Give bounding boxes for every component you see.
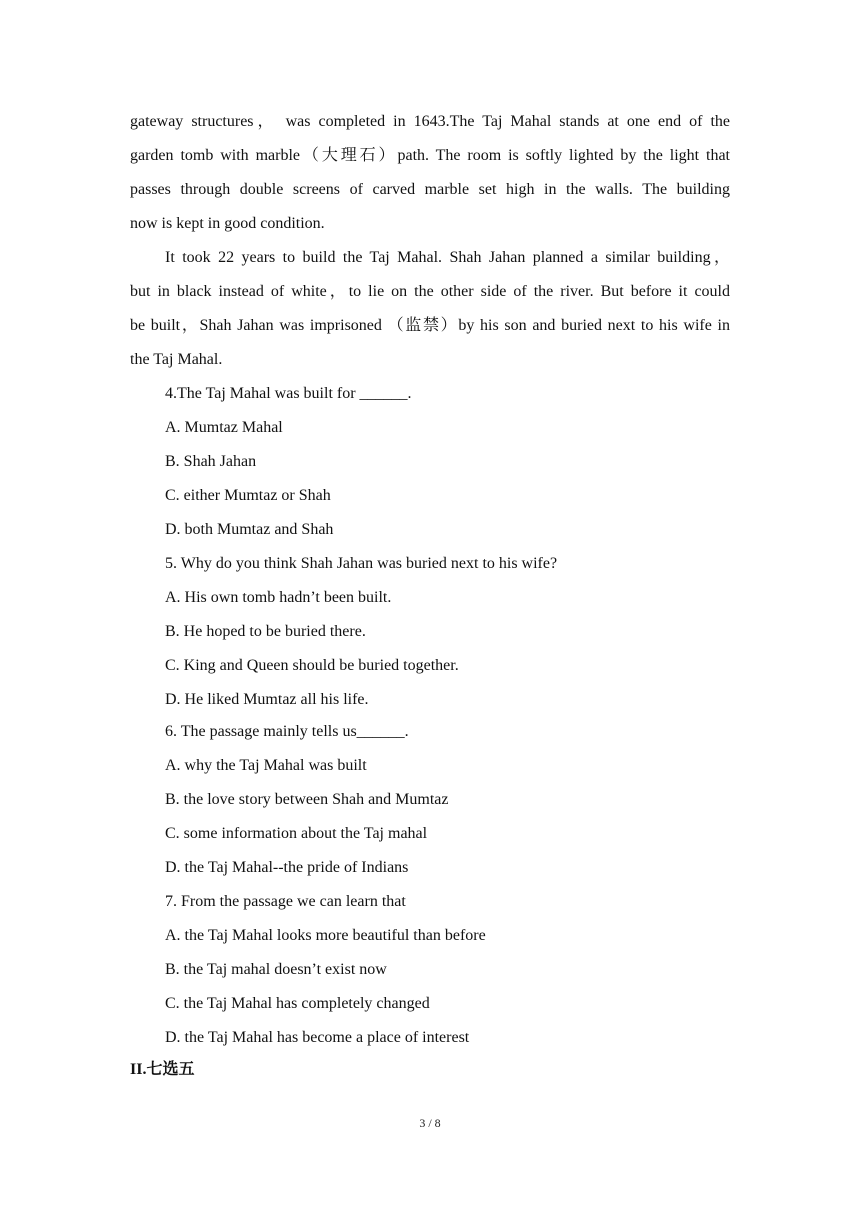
passage-line: passes through double screens of carved marble set high in the walls. The building bbox=[130, 181, 730, 198]
answer-option: A. why the Taj Mahal was built bbox=[165, 757, 367, 774]
question-stem: 4.The Taj Mahal was built for ______. bbox=[165, 385, 412, 402]
passage-line: but in black instead of white，to lie on the other side of the river. But before it could bbox=[130, 283, 730, 300]
question-stem: 5. Why do you think Shah Jahan was buried next to his wife? bbox=[165, 555, 558, 572]
answer-option: D. the Taj Mahal--the pride of Indians bbox=[165, 859, 409, 876]
answer-option: D. He liked Mumtaz all his life. bbox=[165, 691, 369, 708]
answer-option: A. Mumtaz Mahal bbox=[165, 419, 283, 436]
answer-option: D. both Mumtaz and Shah bbox=[165, 521, 334, 538]
page-number: 3 / 8 bbox=[419, 1116, 441, 1130]
passage-line: gateway structures， was completed in 1643.The Taj Mahal stands at one end of the bbox=[130, 113, 730, 130]
answer-option: B. He hoped to be buried there. bbox=[165, 623, 366, 640]
question-stem: 7. From the passage we can learn that bbox=[165, 893, 406, 910]
answer-option: B. the Taj mahal doesn’t exist now bbox=[165, 961, 387, 978]
passage-line: garden tomb with marble（大理石）path. The room is softly lighted by the light that bbox=[130, 147, 730, 164]
answer-option: C. either Mumtaz or Shah bbox=[165, 487, 331, 504]
answer-option: B. Shah Jahan bbox=[165, 453, 257, 470]
passage-line: the Taj Mahal. bbox=[130, 351, 223, 368]
passage-line: It took 22 years to build the Taj Mahal. Shah Jahan planned a similar building， bbox=[165, 249, 730, 266]
section-heading: II.七选五 bbox=[130, 1061, 195, 1078]
answer-option: C. King and Queen should be buried together. bbox=[165, 657, 459, 674]
question-stem: 6. The passage mainly tells us______. bbox=[165, 723, 409, 740]
answer-option: B. the love story between Shah and Mumtaz bbox=[165, 791, 449, 808]
answer-option: A. the Taj Mahal looks more beautiful than before bbox=[165, 927, 486, 944]
answer-option: C. some information about the Taj mahal bbox=[165, 825, 428, 842]
passage-line: now is kept in good condition. bbox=[130, 215, 325, 232]
passage-line: be built，Shah Jahan was imprisoned （监禁）by his son and buried next to his wife in bbox=[130, 317, 730, 334]
answer-option: A. His own tomb hadn’t been built. bbox=[165, 589, 392, 606]
answer-option: C. the Taj Mahal has completely changed bbox=[165, 995, 430, 1012]
answer-option: D. the Taj Mahal has become a place of interest bbox=[165, 1029, 470, 1046]
